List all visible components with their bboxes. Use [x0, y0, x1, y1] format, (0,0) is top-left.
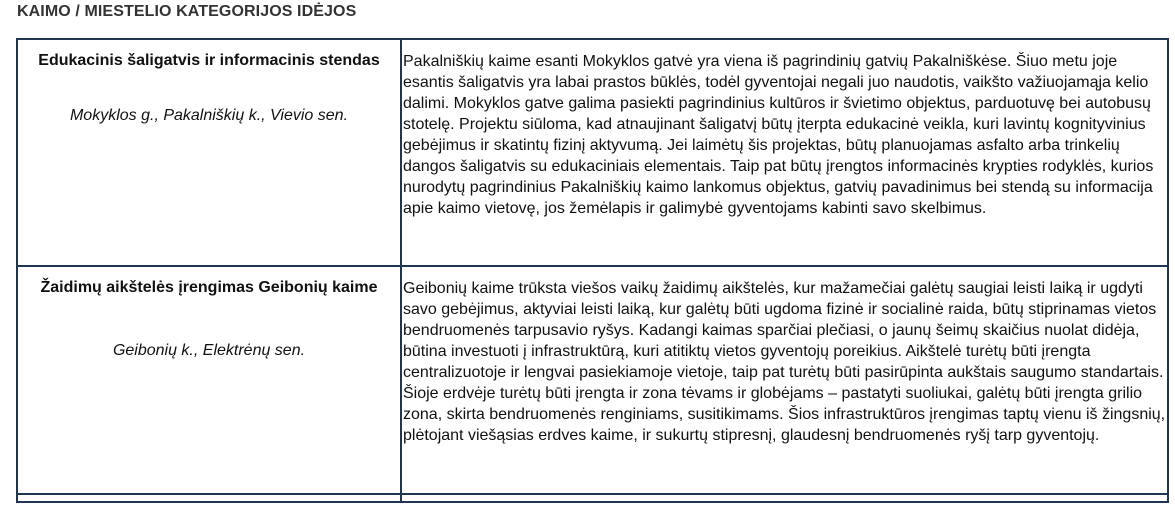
- empty-cell: [17, 494, 401, 502]
- idea-location: Geibonių k., Elektrėnų sen.: [112, 342, 306, 359]
- table-row: [17, 494, 1168, 502]
- table-row: [17, 39, 1168, 266]
- idea-description: Pakalniškių kaime esanti Mokyklos gatvė yra viena iš pagrindinių gatvių Pakalniškėse. Šiuo metu joje esantis šaligatvis yra labai prastos būklės, todėl gyventojai negali juo naudotis, vaikšto važiuojamąja kelio dalimi. Mokyklos gatve galima pasiekti pagrindinius kultūros ir švietimo objektus, parduotuvę bei autobusų stotelę. Projektu siūloma, kad atnaujinant šaligatvį būtų įterpta edukacinė veikla, kuri lavintų kognityvinius gebėjimus ir skatintų fizinį aktyvumą. Jei laimėtų šis projektas, būtų planuojamas asfalto arba trinkelių dangos šaligatvis su edukaciniais elementais. Taip pat būtų įrengtos informacinės krypties rodyklės, kurios nurodytų pagrindinius Pakalniškių kaimo lankomus objektus, gatvių pavadinimus bei stendą su informacija apie kaimo vietovę, jos žemėlapis ir galimybė gyventojams kabinti savo skelbimus.: [403, 53, 1154, 217]
- idea-name: Edukacinis šaligatvis ir informacinis stendas: [38, 52, 380, 69]
- ideas-table: [16, 38, 1169, 503]
- idea-description-cell: [401, 39, 1168, 266]
- idea-title-cell: [17, 39, 401, 266]
- idea-title-cell: [17, 266, 401, 494]
- idea-description: Geibonių kaime trūksta viešos vaikų žaidimų aikštelės, kur mažamečiai galėtų saugiai leisti laiką ir ugdyti savo gebėjimus, aktyviai leisti laiką, kur galėtų būti ugdoma fizinė ir socialinė raida, būtų stiprinamas vietos bendruomenės tarpusavio ryšys. Kadangi kaimas sparčiai plečiasi, o jaunų šeimų skaičius nuolat didėja, būtina investuoti į infrastruktūrą, kuri atitiktų vietos gyventojų poreikius. Aikštelė turėtų būti įrengta centralizuotoje ir lengvai pasiekiamoje vietoje, taip pat turėtų būti pasirūpinta aukštais saugumo standartais. Šioje erdvėje turėtų būti įrengta ir zona tėvams ir globėjams – pastatyti suoliukai, galėtų būti įrengta grilio zona, skirta bendruomenės renginiams, susitikimams. Šios infrastruktūros įrengimas taptų vienu iš žingsnių, plėtojant viešąsias erdves kaime, ir sukurtų stipresnį, glaudesnį bendruomenės ryšį tarp gyventojų.: [403, 280, 1166, 444]
- idea-description-cell: [401, 266, 1168, 494]
- idea-name: Žaidimų aikštelės įrengimas Geibonių kaime: [40, 279, 378, 296]
- table-row: [17, 266, 1168, 494]
- empty-cell: [401, 494, 1168, 502]
- idea-location: Mokyklos g., Pakalniškių k., Vievio sen.: [69, 107, 349, 124]
- page-title: KAIMO / MIESTELIO KATEGORIJOS IDĖJOS: [17, 3, 357, 20]
